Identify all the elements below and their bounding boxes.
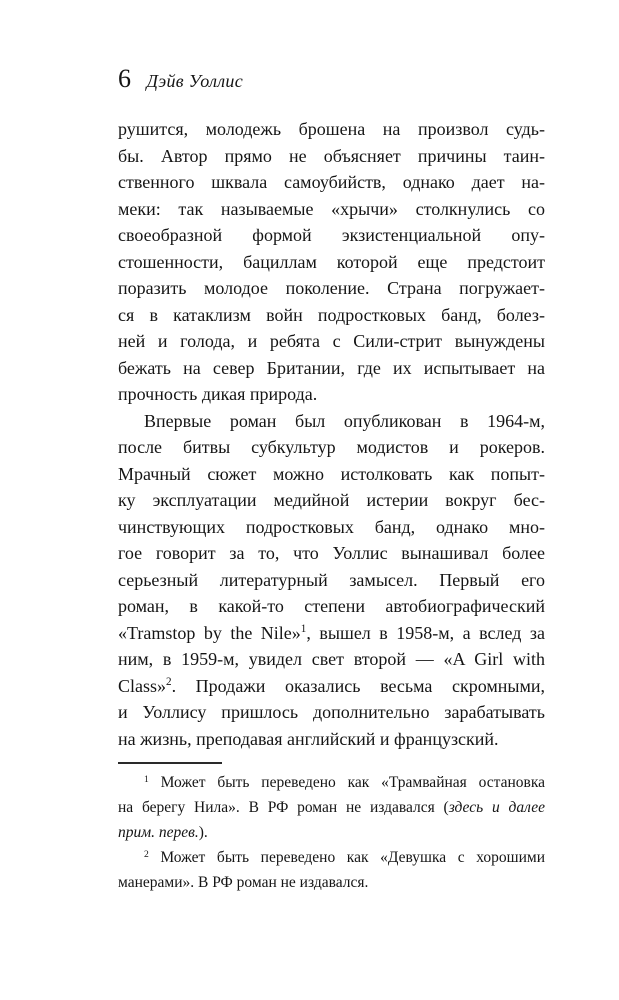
italic-text: прим. перев.: [118, 824, 199, 841]
text-line: $^1$ Может быть переведено как «Трамвайная остановка: [144, 774, 545, 791]
running-head: [118, 66, 243, 92]
text-line: и Уоллису пришлось дополнительно зарабатывать: [118, 702, 545, 722]
text-line: ним, в 1959-м, увидел свет второй — «A Girl with: [118, 649, 545, 669]
italic-text: здесь и далее: [448, 799, 545, 816]
text-line: Впервые роман был опубликован в 1964-м,: [144, 410, 545, 431]
text-line: манерами». В РФ роман не издавался.: [118, 874, 369, 891]
text-line: поразить молодое поколение. Страна погружает-: [118, 278, 545, 298]
text-line: бежать на север Британии, где их испытывает на: [118, 357, 545, 378]
text-line: своеобразной формой экзистенциальной опу-: [118, 225, 545, 245]
text-line: чинствующих подростковых банд, однако мно-: [118, 516, 545, 537]
text-line: на жизнь, преподавая английский и французский.: [118, 728, 499, 749]
text-line: Class»$^2$. Продажи оказались весьма скромными,: [118, 675, 545, 696]
text-line: на берегу Нила». В РФ роман не издавался (здесь и далее: [118, 799, 545, 816]
text-line: прочность дикая природа.: [118, 384, 318, 404]
footnote-2: [118, 845, 545, 895]
text-line: роман, в какой-то степени автобиографический: [118, 596, 545, 616]
body-text: [118, 116, 545, 752]
footnote-ref-superscript: 2: [166, 675, 172, 688]
text-line: Мрачный сюжет можно истолковать как попыт-: [118, 463, 545, 484]
text-line: серьезный литературный замысел. Первый его: [118, 569, 545, 590]
paragraph-2: [118, 408, 545, 753]
text-line: меки: так называемые «хрычи» столкнулись со: [118, 198, 545, 219]
footnote-separator-rule: [118, 762, 222, 764]
footnote-ref-superscript: 2: [144, 849, 149, 860]
text-line: «Tramstop by the Nile»$^1$, вышел в 1958-м, а вслед за: [118, 622, 545, 643]
text-line: рушится, молодежь брошена на произвол судь-: [118, 119, 545, 139]
page-number: 6: [118, 64, 132, 93]
footnote-1: [118, 770, 545, 845]
footnotes: [118, 770, 545, 895]
text-line: ней и голода, и ребята с Сили-стрит вынуждены: [118, 331, 545, 351]
text-line: стошенности, бациллам которой еще предстоит: [118, 251, 545, 272]
text-line: после битвы субкультур модистов и рокеров.: [118, 437, 545, 457]
text-line: ся в катаклизм войн подростковых банд, болез-: [118, 304, 545, 325]
footnote-ref-superscript: 1: [300, 622, 307, 635]
text-line: ственного шквала самоубийств, однако дает на-: [118, 172, 545, 192]
text-line: бы. Автор прямо не объясняет причины таин-: [118, 145, 545, 166]
text-line: гое говорит за то, что Уоллис вынашивал более: [118, 543, 545, 563]
footnote-ref-superscript: 1: [144, 774, 149, 785]
paragraph-1: [118, 116, 545, 408]
text-line: прим. перев.).: [118, 824, 208, 841]
text-line: ку эксплуатации медийной истерии вокруг бес-: [118, 490, 545, 510]
author-name: Дэйв Уоллис: [146, 71, 244, 91]
text-line: $^2$ Может быть переведено как «Девушка с хорошими: [144, 849, 545, 866]
